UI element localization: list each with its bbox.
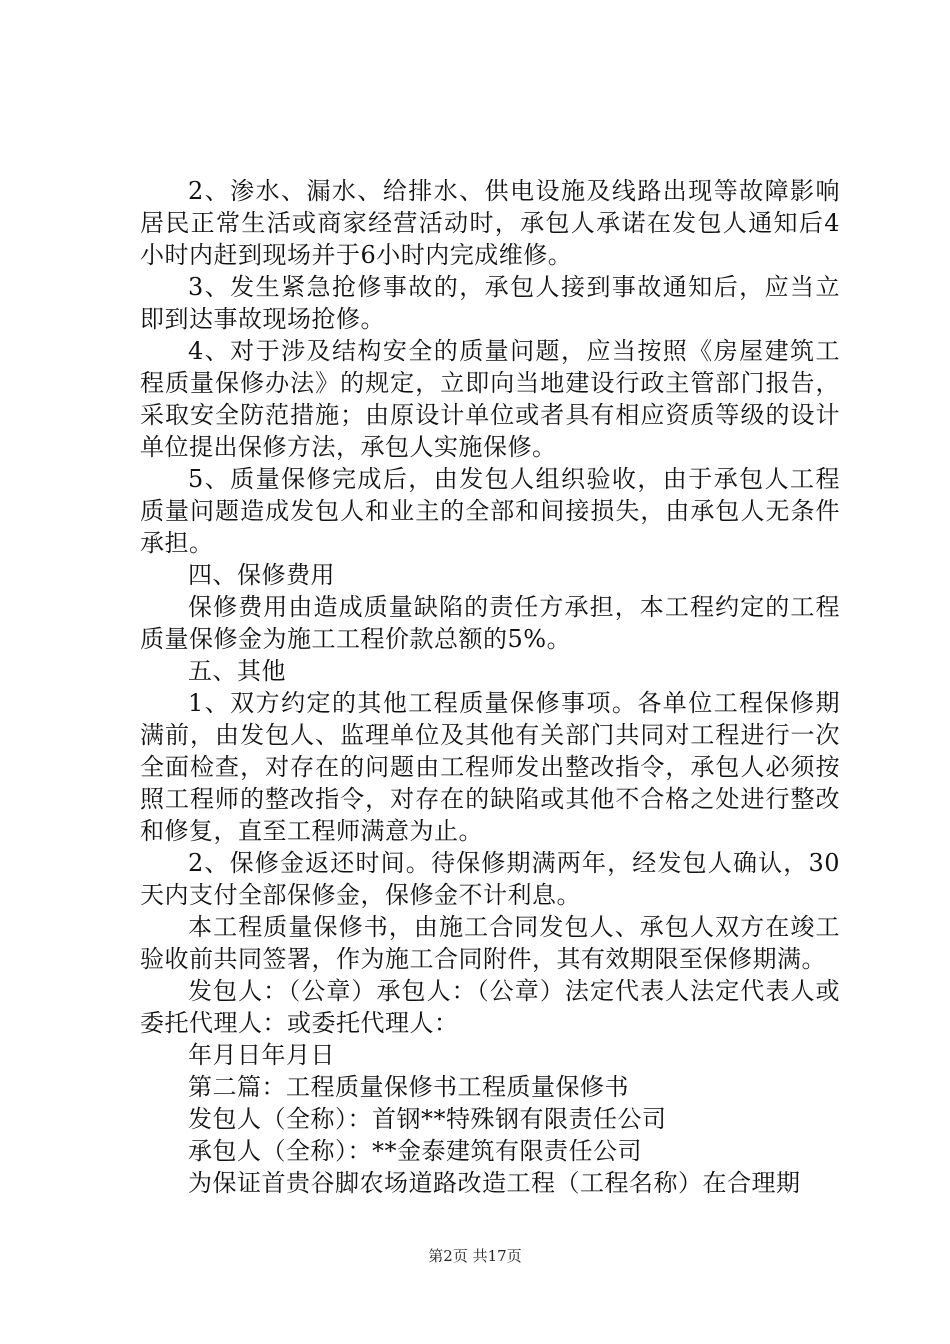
section-heading-other: 五、其他 bbox=[188, 657, 286, 685]
paragraph-dates: 年月日年月日 bbox=[188, 1041, 335, 1069]
paragraph-other-2: 2、保修金返还时间。待保修期满两年，经发包人确认，30天内支付全部保修金，保修金不计利息。 bbox=[140, 849, 840, 909]
page-footer: 第2页 共17页 bbox=[428, 1247, 522, 1265]
paragraph-other-1: 1、双方约定的其他工程质量保修事项。各单位工程保修期满前，由发包人、监理单位及其他有关部门共同对工程进行一次全面检查，对存在的问题由工程师发出整改指令，承包人必须按照工程师的整改指令，对存在的缺陷或其他不合格之处进行整改和修复，直至工程师满意为止。 bbox=[140, 689, 840, 845]
paragraph-4-structure: 4、对于涉及结构安全的质量问题，应当按照《房屋建筑工程质量保修办法》的规定，立即向当地建设行政主管部门报告，采取安全防范措施；由原设计单位或者具有相应资质等级的设计单位提出保修方法，承包人实施保修。 bbox=[140, 337, 840, 461]
paragraph-5-acceptance: 5、质量保修完成后，由发包人组织验收，由于承包人工程质量问题造成发包人和业主的全部和间接损失，由承包人无条件承担。 bbox=[140, 465, 840, 557]
paragraph-employer: 发包人（全称）：首钢**特殊钢有限责任公司 bbox=[188, 1105, 667, 1133]
paragraph-contractor: 承包人（全称）：**金泰建筑有限责任公司 bbox=[188, 1137, 642, 1165]
paragraph-fees: 保修费用由造成质量缺陷的责任方承担，本工程约定的工程质量保修金为施工工程价款总额的5%。 bbox=[140, 593, 840, 653]
chapter-heading-part-two: 第二篇：工程质量保修书工程质量保修书 bbox=[188, 1073, 629, 1101]
paragraph-parties-seal: 发包人：（公章）承包人：（公章）法定代表人法定代表人或委托代理人：或委托代理人： bbox=[140, 977, 840, 1037]
section-heading-fees: 四、保修费用 bbox=[188, 561, 335, 589]
paragraph-3-emergency: 3、发生紧急抢修事故的，承包人接到事故通知后，应当立即到达事故现场抢修。 bbox=[140, 273, 840, 333]
document-body bbox=[140, 175, 840, 1199]
paragraph-purpose: 为保证首贵谷脚农场道路改造工程（工程名称）在合理期 bbox=[188, 1169, 801, 1197]
paragraph-signing: 本工程质量保修书，由施工合同发包人、承包人双方在竣工验收前共同签署，作为施工合同附件，其有效期限至保修期满。 bbox=[140, 913, 840, 973]
paragraph-2-leakage: 2、渗水、漏水、给排水、供电设施及线路出现等故障影响居民正常生活或商家经营活动时，承包人承诺在发包人通知后4小时内赶到现场并于6小时内完成维修。 bbox=[140, 177, 840, 269]
